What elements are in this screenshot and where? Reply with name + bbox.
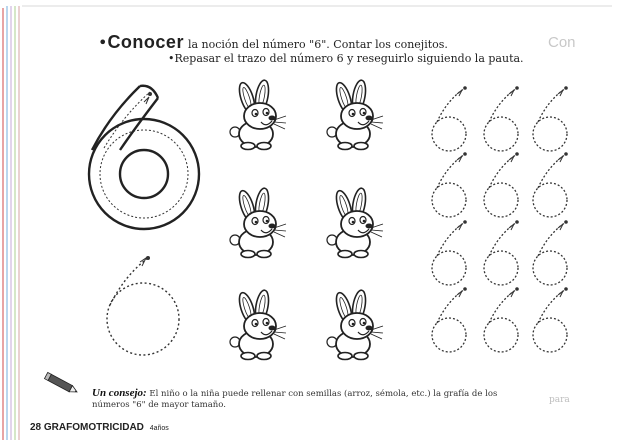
trace-six [484,86,519,151]
big-six-dotted [107,256,179,355]
bleed-through-text: Con [548,34,576,51]
trace-six [432,152,467,217]
trace-six [533,152,568,217]
tip-text [92,388,522,411]
subtitle: Repasar el trazo del número 6 y reseguirlo siguiendo la pauta. [174,52,524,65]
trace-six [533,86,568,151]
bunny-illustration [230,187,286,257]
age-label: 4años [149,425,169,432]
page-footer [30,422,169,433]
bunny-illustration [327,289,383,359]
big-six-outline [89,86,199,229]
title-rest: la noción del número "6". Contar los conejitos. [187,38,448,51]
title-word: Conocer [107,32,184,52]
trace-six [484,152,519,217]
trace-six [432,287,467,352]
pencil-icon [44,372,78,395]
instruction-line-2: •Repasar el trazo del número 6 y reseguirlo siguiendo la pauta. [168,52,524,65]
bunny-illustration [327,187,383,257]
book-title: GRAFOMOTRICIDAD [43,422,144,433]
trace-six [432,86,467,151]
trace-six [533,220,568,285]
tip-body: El niño o la niña puede rellenar con semillas (arroz, sémola, etc.) la grafía de los números "6" de mayor tamaño. [92,389,498,410]
trace-six [432,220,467,285]
bunny-illustration [327,79,383,149]
bunny-illustration [230,79,286,149]
trace-six [533,287,568,352]
bunny-illustration [230,289,286,359]
tip-label: Un consejo: [92,387,147,399]
trace-six [484,287,519,352]
bleed-through-footer: para [549,395,570,405]
instruction-line-1: •Conocer la noción del número "6". Contar los conejitos. [98,32,448,52]
page-number: 28 [30,422,42,433]
trace-six [484,220,519,285]
